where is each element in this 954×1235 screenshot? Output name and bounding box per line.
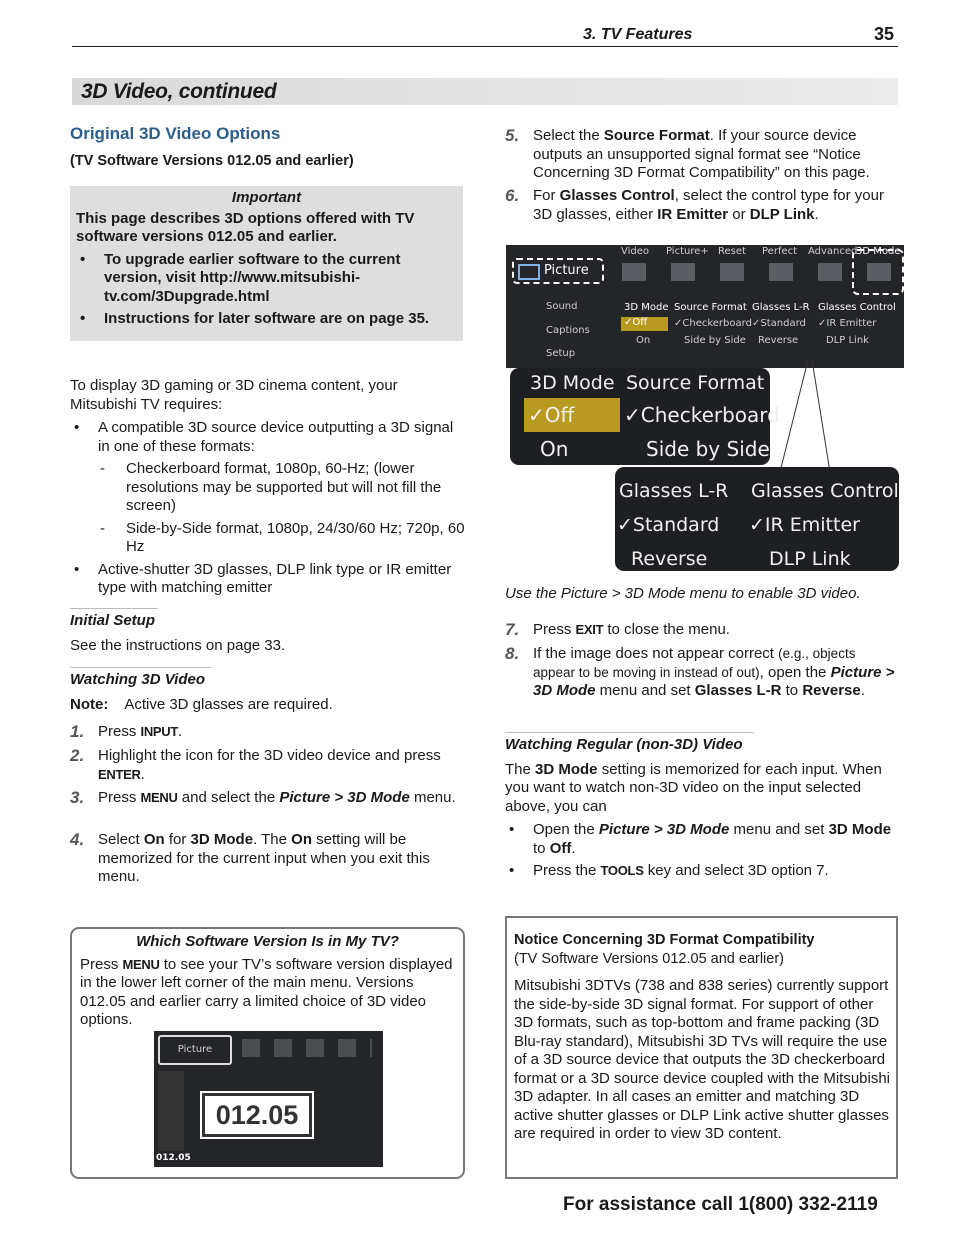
opt-side-by-side: Side by Side [684,335,746,346]
side-sound: Sound [546,301,578,312]
initial-setup-text: See the instructions on page 33. [70,636,286,654]
subhead-regular-video: Watching Regular (non-3D) Video [505,732,754,755]
important-text: This page describes 3D options offered with TV software versions 012.05 and earlier. [76,209,415,245]
picture-icon [518,264,540,280]
list-item: • Active-shutter 3D glasses, DLP link type or IR emitter type with matching emitter [70,561,465,598]
intro-text: To display 3D gaming or 3D cinema content, your Mitsubishi TV requires: [70,377,398,413]
header-rule [72,46,898,47]
opt-on: On [636,335,651,346]
zoom-opt-reverse: Reverse [631,548,708,570]
menu-screenshot [506,245,904,368]
important-title: Important [231,189,302,206]
zoom-opt-side-by-side: Side by Side [646,437,770,461]
regular-video-text: The 3D Mode setting is memorized for each input. When you want to watch non-3D video on the input selected above, you can [505,760,882,815]
zoom-col-glasses-lr: Glasses L-R [619,480,729,502]
opt-standard: ✓Standard [752,318,806,329]
important-list [70,247,463,329]
watching-3d [70,667,465,714]
step-4: 4. Select On for 3D Mode. The On setting will be memorized for the current input when you exit this menu. [70,830,430,885]
col-3d-mode: 3D Mode [624,302,669,313]
list-item: • Press the TOOLS key and select 3D option 7. [505,862,897,881]
opt-checkerboard: ✓Checkerboard [674,318,752,329]
page-number: 35 [874,24,895,44]
step-1: 1. Press INPUT. [70,722,183,741]
step-6: 6. For Glasses Control, select the control type for your 3D glasses, either IR Emitter or DLP Link. [505,186,884,223]
version-box-title: Which Software Version Is in My TV? [136,933,399,950]
zoom-glasses [615,467,899,571]
opt-ir-emitter: ✓IR Emitter [818,318,877,329]
zoom-col-3d-mode: 3D Mode [530,372,615,394]
regular-video-list [505,821,897,881]
section-band [72,78,898,105]
opt-off-selected: ✓Off [621,317,668,331]
subhead-initial-setup: Initial Setup [70,608,158,631]
notice-text: Mitsubishi 3DTVs (738 and 838 series) currently support the side-by-side 3D signal format. For support of other 3D formats, such as top-bottom and frame packing (3D Blu-ray standard), Mitsubishi 3D TVs will require the use of a 3D source device that outputs the 3D checkerboard format or a 3D source device coupled with the Mitsubishi 3D adapter. In all cases an emitter and matching 3D active shutter glasses or DLP Link active shutter glasses are required in order to view 3D content. [514,977,891,1142]
enter-key: ENTER [98,766,141,782]
regular-video [505,732,897,885]
tab-perfect: Perfect [762,246,798,257]
step-5: 5. Select the Source Format. If your source device outputs an unsupported signal format see “Notice Concerning 3D Format Compatibility” on this page. [505,126,870,181]
step-7: 7. Press EXIT to close the menu. [505,620,730,639]
screen-version-label: 012.05 [156,1153,191,1163]
col-glasses-control: Glasses Control [818,302,896,313]
side-captions: Captions [546,325,590,336]
step-3: 3. Press MENU and select the Picture > 3D Mode menu. [70,788,456,807]
initial-setup [70,608,285,655]
notice-sub: (TV Software Versions 012.05 and earlier) [514,950,784,967]
screen-picture-tab: Picture [158,1035,232,1065]
footer-assistance: For assistance call 1(800) 332-2119 [563,1194,878,1215]
list-item: - Checkerboard format, 1080p, 60-Hz; (lower resolutions may be supported but will not fill the screen) [98,460,465,516]
zoom-opt-checkerboard: ✓Checkerboard [624,403,780,427]
section-title: 3D Video, continued [81,80,277,103]
screen-sidebar [158,1071,184,1151]
list-item: • To upgrade earlier software to the current version, visit http://www.mitsubishi-tv.com/3Dupgrade.html [76,251,457,307]
chapter-title: 3. TV Features [583,26,693,43]
zoom-col-glasses-control: Glasses Control [751,480,899,502]
tab-reset: Reset [718,246,746,257]
list-item: • Open the Picture > 3D Mode menu and set 3D Mode to Off. [505,821,897,858]
tools-key: TOOLS [600,863,644,878]
important-box [70,186,463,341]
screen-icon-row [242,1039,372,1057]
zoom-opt-off: ✓Off [524,398,620,432]
menu-key: MENU [140,790,178,805]
3d-mode-highlight [852,249,904,295]
tab-video: Video [621,246,650,257]
col-source-format: Source Format [674,302,747,313]
notice-box [505,916,898,1179]
opt-dlp-link: DLP Link [826,335,869,346]
step-2: 2. Highlight the icon for the 3D video device and press ENTER. [70,746,441,783]
exit-key: EXIT [575,622,604,637]
zoom-opt-dlp-link: DLP Link [769,548,851,570]
step-8: 8. If the image does not appear correct (e.g., objects appear to be moving in instead of out), open the Picture > 3D Mode menu and set Glasses L-R to Reverse. [505,644,895,699]
requirements-section [70,377,465,602]
version-callout: 012.05 [202,1093,312,1137]
note: Note: Active 3D glasses are required. [70,695,333,713]
col-glasses-lr: Glasses L-R [752,302,810,313]
list-item: • A compatible 3D source device outputting a 3D signal in one of these formats: - Checkerboard format, 1080p, 60-Hz; (lower resolutions may be supported but will not fill the screen) - Side-by-Side format, 1080p, 24/30/60 Hz; 720p, 60 Hz [70,419,465,557]
version-box-text: Press MENU to see your TV’s software version displayed in the lower left corner of the main menu. Versions 012.05 and earlier carry a limited choice of 3D video options. [80,955,453,1028]
zoom-opt-ir-emitter: ✓IR Emitter [749,514,860,536]
tab-advanced: Advanced [808,246,858,257]
figure-caption: Use the Picture > 3D Mode menu to enable 3D video. [505,585,861,602]
subhead-watching-3d: Watching 3D Video [70,667,211,690]
software-version-box [70,927,465,1179]
section-subheading: (TV Software Versions 012.05 and earlier) [70,153,354,169]
format-list [98,460,465,557]
version-screenshot [154,1031,383,1167]
list-item: - Side-by-Side format, 1080p, 24/30/60 Hz; 720p, 60 Hz [98,520,465,557]
opt-reverse: Reverse [758,335,799,346]
picture-tab-highlight: Picture [512,258,604,284]
section-heading: Original 3D Video Options [70,124,281,143]
input-key: INPUT [140,724,179,739]
tab-picture-plus: Picture+ [666,246,709,257]
zoom-3d-mode [510,368,780,465]
zoom-opt-standard: ✓Standard [617,514,720,536]
zoom-col-source-format: Source Format [626,372,765,394]
list-item: • Instructions for later software are on page 35. [76,310,457,329]
tab-3d-mode: 3D Mode [856,246,901,257]
requirements-list [70,419,465,598]
menu-key: MENU [122,956,160,972]
side-setup: Setup [546,348,576,359]
notice-title: Notice Concerning 3D Format Compatibility [514,932,815,948]
zoom-opt-on: On [540,437,569,461]
